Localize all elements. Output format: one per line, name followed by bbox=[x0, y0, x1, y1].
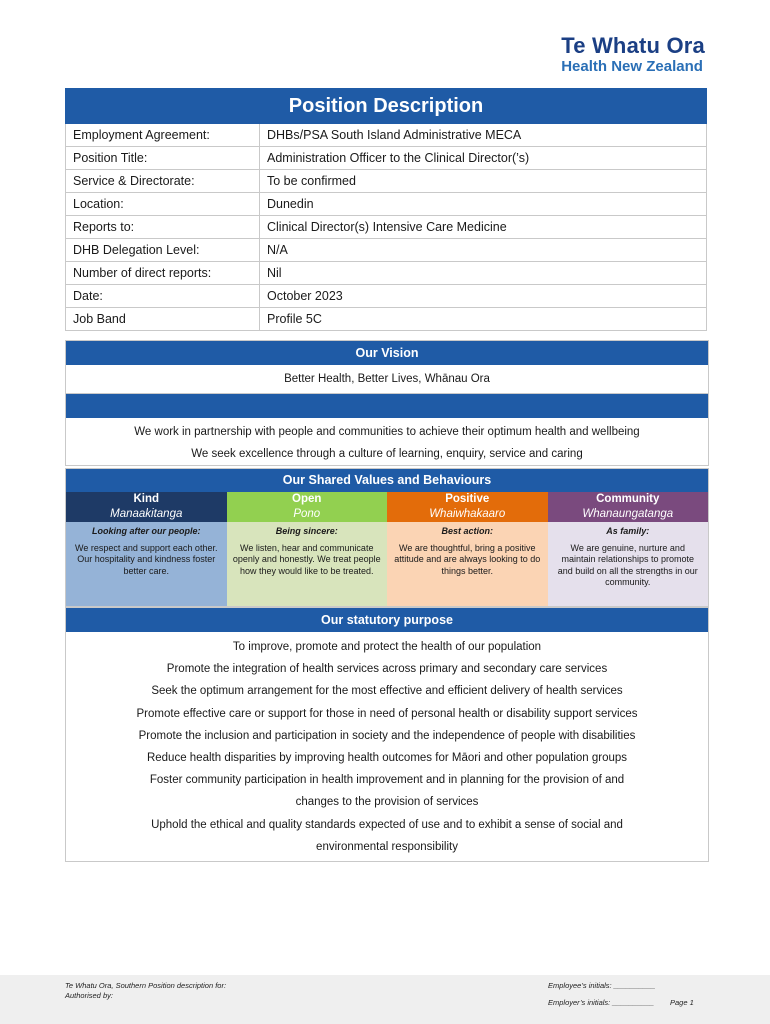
row-value: N/A bbox=[267, 243, 288, 257]
row-value: October 2023 bbox=[267, 289, 343, 303]
value-body bbox=[66, 522, 227, 606]
footer-authorised-line: Authorised by: bbox=[65, 991, 113, 1000]
value-lead: Looking after our people: bbox=[91, 526, 201, 536]
purpose-line: environmental responsibility bbox=[316, 840, 458, 853]
purpose-line: Foster community participation in health improvement and in planning for the provision of and bbox=[149, 774, 625, 787]
position-description-table bbox=[65, 88, 707, 331]
row-label: Reports to: bbox=[66, 216, 260, 238]
value-body bbox=[227, 522, 388, 606]
row-value: DHBs/PSA South Island Administrative MECA bbox=[267, 128, 522, 142]
row-label: Service & Directorate: bbox=[66, 170, 260, 192]
logo-title: Te Whatu Ora bbox=[561, 33, 705, 58]
table-row bbox=[65, 170, 707, 193]
row-value: To be confirmed bbox=[267, 174, 356, 188]
purpose-line: Promote effective care or support for those in need of personal health or disability support services bbox=[136, 707, 638, 720]
table-row bbox=[65, 239, 707, 262]
value-maori-name: Pono bbox=[227, 507, 388, 522]
table-row bbox=[65, 147, 707, 170]
table-row bbox=[65, 216, 707, 239]
mission-heading bbox=[66, 394, 708, 418]
value-column bbox=[548, 492, 709, 606]
row-value: Administration Officer to the Clinical Director(’s) bbox=[267, 151, 530, 165]
value-maori-name: Whaiwhakaaro bbox=[387, 507, 548, 522]
row-label: Location: bbox=[66, 193, 260, 215]
row-label: Job Band bbox=[66, 308, 260, 330]
purpose-line: Seek the optimum arrangement for the most effective and efficient delivery of health services bbox=[151, 685, 623, 698]
table-row bbox=[65, 308, 707, 331]
value-text: We respect and support each other. Our hospitality and kindness foster better care. bbox=[75, 542, 218, 576]
purpose-heading: Our statutory purpose bbox=[66, 608, 708, 632]
value-text: We listen, hear and communicate openly and honestly. We treat people how they would like to be treated. bbox=[232, 542, 381, 576]
values-grid bbox=[66, 492, 708, 606]
value-lead: As family: bbox=[606, 526, 650, 536]
position-description-title: Position Description bbox=[65, 88, 707, 124]
value-body bbox=[387, 522, 548, 606]
row-value: Profile 5C bbox=[267, 312, 322, 326]
value-lead: Best action: bbox=[441, 526, 493, 536]
row-label: Employment Agreement: bbox=[66, 124, 260, 146]
page-footer bbox=[0, 975, 770, 1024]
value-column bbox=[387, 492, 548, 606]
value-column bbox=[66, 492, 227, 606]
row-value: Clinical Director(s) Intensive Care Medicine bbox=[267, 220, 507, 234]
table-row bbox=[65, 193, 707, 216]
table-row bbox=[65, 285, 707, 308]
mission-line: We seek excellence through a culture of learning, enquiry, service and caring bbox=[191, 448, 583, 460]
brand-logo bbox=[561, 34, 705, 76]
value-lead: Being sincere: bbox=[275, 526, 338, 536]
row-label: DHB Delegation Level: bbox=[66, 239, 260, 261]
purpose-line: To improve, promote and protect the health of our population bbox=[232, 641, 542, 653]
value-maori-name: Manaakitanga bbox=[66, 507, 227, 522]
value-name: Positive bbox=[387, 492, 548, 507]
value-maori-name: Whanaungatanga bbox=[548, 507, 709, 522]
value-column bbox=[227, 492, 388, 606]
mission-line: We work in partnership with people and communities to achieve their optimum health and wellbeing bbox=[134, 426, 640, 438]
purpose-line: Reduce health disparities by improving health outcomes for Māori and other population groups bbox=[146, 751, 628, 764]
vision-text: Better Health, Better Lives, Whānau Ora bbox=[66, 365, 708, 394]
table-row bbox=[65, 124, 707, 147]
purpose-line: changes to the provision of services bbox=[295, 796, 479, 809]
logo-subtitle: Health New Zealand bbox=[561, 58, 703, 75]
footer-position-line: Te Whatu Ora, Southern Position description for: bbox=[65, 981, 227, 990]
vision-section bbox=[65, 340, 709, 466]
page-number: Page 1 bbox=[670, 998, 694, 1007]
value-text: We are thoughtful, bring a positive attitude and are always looking to do things better. bbox=[394, 542, 541, 576]
employee-initials: Employee’s initials: __________ bbox=[548, 981, 656, 990]
employer-initials: Employer’s initials: __________ bbox=[548, 998, 655, 1007]
row-value: Dunedin bbox=[267, 197, 314, 211]
purpose-line: Uphold the ethical and quality standards expected of use and to exhibit a sense of social and bbox=[151, 818, 623, 831]
footer-left bbox=[65, 981, 226, 1001]
table-row bbox=[65, 262, 707, 285]
purpose-line: Promote the inclusion and participation in society and the independence of people with disabilities bbox=[138, 729, 636, 742]
values-heading: Our Shared Values and Behaviours bbox=[66, 469, 708, 492]
value-name: Open bbox=[227, 492, 388, 507]
purpose-line: Promote the integration of health services across primary and secondary care services bbox=[166, 663, 608, 676]
row-label: Position Title: bbox=[66, 147, 260, 169]
vision-heading: Our Vision bbox=[66, 341, 708, 365]
values-section bbox=[65, 468, 709, 607]
row-label: Number of direct reports: bbox=[66, 262, 260, 284]
row-label: Date: bbox=[66, 285, 260, 307]
value-name: Community bbox=[548, 492, 709, 507]
row-value: Nil bbox=[267, 266, 282, 280]
value-name: Kind bbox=[66, 492, 227, 507]
value-text: We are genuine, nurture and maintain relationships to promote and build on all the strengths in our community. bbox=[557, 542, 698, 587]
purpose-section bbox=[65, 607, 709, 862]
purpose-list bbox=[66, 632, 708, 858]
value-body bbox=[548, 522, 709, 606]
